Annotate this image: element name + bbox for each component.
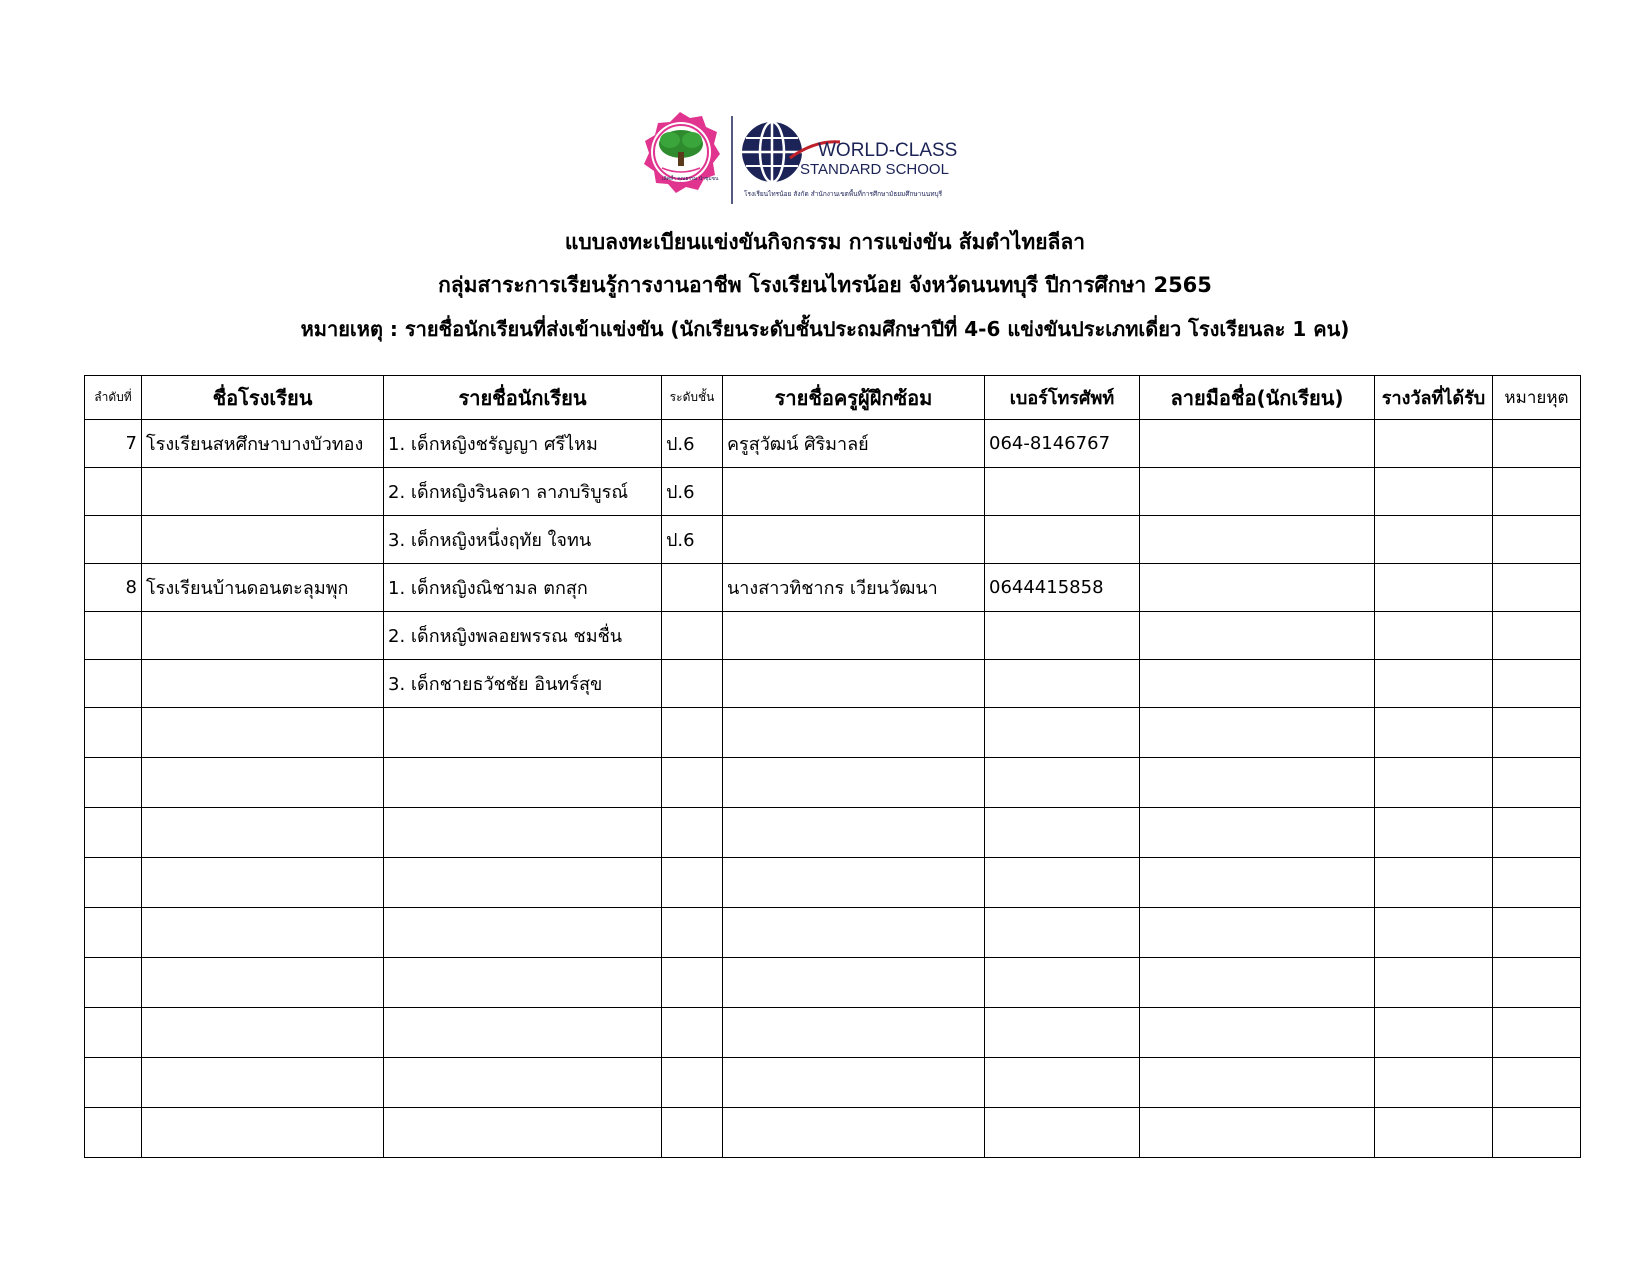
table-row	[85, 420, 1581, 468]
table-row	[85, 612, 1581, 660]
col-header-note: หมายหุต	[1493, 376, 1581, 420]
cell-signature	[1140, 612, 1375, 660]
cell-student: 3. เด็กหญิงหนึ่งฤทัย ใจทน	[384, 516, 662, 564]
cell-grade	[662, 908, 723, 958]
cell-order	[85, 660, 142, 708]
table-row	[85, 564, 1581, 612]
cell-school	[142, 1058, 384, 1108]
cell-award	[1375, 858, 1493, 908]
cell-phone	[985, 708, 1140, 758]
cell-student	[384, 758, 662, 808]
cell-order: 8	[85, 564, 142, 612]
cell-teacher	[723, 858, 985, 908]
cell-signature	[1140, 708, 1375, 758]
cell-award	[1375, 1058, 1493, 1108]
cell-award	[1375, 1108, 1493, 1158]
cell-signature	[1140, 758, 1375, 808]
cell-note	[1493, 468, 1581, 516]
cell-grade	[662, 1008, 723, 1058]
col-header-school: ชื่อโรงเรียน	[142, 376, 384, 420]
cell-award	[1375, 708, 1493, 758]
cell-signature	[1140, 516, 1375, 564]
cell-award	[1375, 660, 1493, 708]
cell-signature	[1140, 958, 1375, 1008]
cell-grade: ป.6	[662, 516, 723, 564]
col-header-phone: เบอร์โทรศัพท์	[985, 376, 1140, 420]
cell-note	[1493, 808, 1581, 858]
col-header-signature: ลายมือชื่อ(นักเรียน)	[1140, 376, 1375, 420]
cell-phone	[985, 1058, 1140, 1108]
cell-order	[85, 468, 142, 516]
cell-order: 7	[85, 420, 142, 468]
cell-school: โรงเรียนบ้านดอนตะลุมพุก	[142, 564, 384, 612]
col-header-student: รายชื่อนักเรียน	[384, 376, 662, 420]
cell-note	[1493, 858, 1581, 908]
cell-grade	[662, 612, 723, 660]
cell-note	[1493, 564, 1581, 612]
wcs-text-1: WORLD-CLASS	[818, 140, 958, 161]
cell-order	[85, 708, 142, 758]
col-header-teacher: รายชื่อครูผู้ฝึกซ้อม	[723, 376, 985, 420]
cell-order	[85, 908, 142, 958]
cell-phone	[985, 908, 1140, 958]
table-row	[85, 1008, 1581, 1058]
cell-order	[85, 808, 142, 858]
cell-award	[1375, 758, 1493, 808]
cell-award	[1375, 1008, 1493, 1058]
cell-note	[1493, 908, 1581, 958]
table-row	[85, 808, 1581, 858]
cell-teacher	[723, 1108, 985, 1158]
cell-signature	[1140, 1108, 1375, 1158]
table-row	[85, 468, 1581, 516]
cell-award	[1375, 564, 1493, 612]
cell-teacher	[723, 612, 985, 660]
cell-award	[1375, 420, 1493, 468]
cell-order	[85, 1108, 142, 1158]
cell-phone	[985, 858, 1140, 908]
cell-phone: 064-8146767	[985, 420, 1140, 468]
cell-order	[85, 858, 142, 908]
cell-school	[142, 468, 384, 516]
cell-signature	[1140, 908, 1375, 958]
cell-school	[142, 858, 384, 908]
table-row	[85, 958, 1581, 1008]
cell-order	[85, 958, 142, 1008]
cell-school: โรงเรียนสหศึกษาบางบัวทอง	[142, 420, 384, 468]
cell-signature	[1140, 564, 1375, 612]
cell-award	[1375, 516, 1493, 564]
cell-grade: ป.6	[662, 420, 723, 468]
cell-teacher	[723, 808, 985, 858]
table-row	[85, 858, 1581, 908]
cell-note	[1493, 660, 1581, 708]
cell-phone	[985, 758, 1140, 808]
cell-signature	[1140, 420, 1375, 468]
cell-teacher	[723, 468, 985, 516]
cell-school	[142, 660, 384, 708]
cell-grade	[662, 958, 723, 1008]
cell-school	[142, 808, 384, 858]
cell-teacher	[723, 908, 985, 958]
cell-student: 2. เด็กหญิงรินลดา ลาภบริบูรณ์	[384, 468, 662, 516]
table-row	[85, 1108, 1581, 1158]
cell-grade	[662, 564, 723, 612]
cell-note	[1493, 758, 1581, 808]
cell-grade	[662, 660, 723, 708]
cell-teacher: นางสาวทิชากร เวียนวัฒนา	[723, 564, 985, 612]
cell-award	[1375, 808, 1493, 858]
col-header-award: รางวัลที่ได้รับ	[1375, 376, 1493, 420]
cell-order	[85, 758, 142, 808]
form-subtitle: กลุ่มสาระการเรียนรู้การงานอาชีพ โรงเรียนไทรน้อย จังหวัดนนทบุรี ปีการศึกษา 2565	[438, 273, 1212, 297]
cell-award	[1375, 958, 1493, 1008]
cell-student	[384, 958, 662, 1008]
cell-phone	[985, 660, 1140, 708]
cell-order	[85, 516, 142, 564]
cell-grade	[662, 1108, 723, 1158]
cell-signature	[1140, 1058, 1375, 1108]
cell-award	[1375, 468, 1493, 516]
cell-school	[142, 612, 384, 660]
cell-note	[1493, 420, 1581, 468]
cell-grade	[662, 708, 723, 758]
cell-grade	[662, 1058, 723, 1108]
registration-table	[84, 375, 1581, 1158]
table-row	[85, 1058, 1581, 1108]
cell-teacher	[723, 1058, 985, 1108]
cell-teacher	[723, 1008, 985, 1058]
table-row	[85, 908, 1581, 958]
wcs-subtext: โรงเรียนไทรน้อย สังกัด สำนักงานเขตพื้นที่การศึกษามัธยมศึกษานนทบุรี	[744, 190, 943, 198]
cell-signature	[1140, 1008, 1375, 1058]
cell-signature	[1140, 468, 1375, 516]
cell-grade: ป.6	[662, 468, 723, 516]
cell-student: 1. เด็กหญิงชรัญญา ศรีไหม	[384, 420, 662, 468]
cell-teacher	[723, 516, 985, 564]
cell-phone	[985, 612, 1140, 660]
cell-student	[384, 808, 662, 858]
cell-award	[1375, 612, 1493, 660]
seal-text: เลิศล้ำ คุณธรรม นำชุมชน	[662, 176, 719, 182]
cell-student	[384, 1058, 662, 1108]
cell-school	[142, 708, 384, 758]
cell-school	[142, 1008, 384, 1058]
cell-grade	[662, 758, 723, 808]
cell-phone	[985, 808, 1140, 858]
cell-teacher	[723, 708, 985, 758]
table-row	[85, 758, 1581, 808]
cell-note	[1493, 958, 1581, 1008]
cell-order	[85, 612, 142, 660]
cell-student	[384, 908, 662, 958]
header-logos	[640, 110, 960, 210]
cell-school	[142, 958, 384, 1008]
school-logos-graphic	[640, 110, 960, 210]
cell-student: 3. เด็กชายธวัชชัย อินทร์สุข	[384, 660, 662, 708]
cell-student	[384, 1008, 662, 1058]
cell-phone	[985, 468, 1140, 516]
cell-note	[1493, 708, 1581, 758]
cell-teacher	[723, 660, 985, 708]
cell-phone	[985, 1108, 1140, 1158]
cell-grade	[662, 808, 723, 858]
cell-student	[384, 708, 662, 758]
table-row	[85, 516, 1581, 564]
cell-teacher: ครูสุวัฒน์ ศิริมาลย์	[723, 420, 985, 468]
table-row	[85, 660, 1581, 708]
table-body	[85, 420, 1581, 1158]
cell-school	[142, 516, 384, 564]
cell-phone	[985, 1008, 1140, 1058]
cell-note	[1493, 1108, 1581, 1158]
cell-student	[384, 1108, 662, 1158]
cell-note	[1493, 1058, 1581, 1108]
cell-note	[1493, 612, 1581, 660]
col-header-order: ลำดับที่	[85, 376, 142, 420]
cell-teacher	[723, 958, 985, 1008]
cell-school	[142, 908, 384, 958]
cell-order	[85, 1058, 142, 1108]
cell-signature	[1140, 660, 1375, 708]
form-title: แบบลงทะเบียนแข่งขันกิจกรรม การแข่งขัน ส้มตำไทยลีลา	[564, 230, 1086, 254]
cell-grade	[662, 858, 723, 908]
cell-note	[1493, 1008, 1581, 1058]
cell-note	[1493, 516, 1581, 564]
cell-order	[85, 1008, 142, 1058]
cell-phone: 0644415858	[985, 564, 1140, 612]
cell-signature	[1140, 808, 1375, 858]
wcs-text-2: STANDARD SCHOOL	[800, 161, 949, 178]
cell-student: 1. เด็กหญิงณิชามล ตกสุก	[384, 564, 662, 612]
cell-student	[384, 858, 662, 908]
cell-phone	[985, 958, 1140, 1008]
form-note: หมายเหตุ : รายชื่อนักเรียนที่ส่งเข้าแข่งขัน (นักเรียนระดับชั้นประถมศึกษาปีที่ 4-6 แข่งขันประเภทเดี่ยว โรงเรียนละ 1 คน)	[300, 317, 1350, 341]
col-header-grade: ระดับชั้น	[662, 376, 723, 420]
cell-student: 2. เด็กหญิงพลอยพรรณ ชมชื่น	[384, 612, 662, 660]
cell-award	[1375, 908, 1493, 958]
cell-school	[142, 1108, 384, 1158]
cell-phone	[985, 516, 1140, 564]
table-header-row	[85, 376, 1581, 420]
cell-school	[142, 758, 384, 808]
cell-teacher	[723, 758, 985, 808]
table-row	[85, 708, 1581, 758]
cell-signature	[1140, 858, 1375, 908]
